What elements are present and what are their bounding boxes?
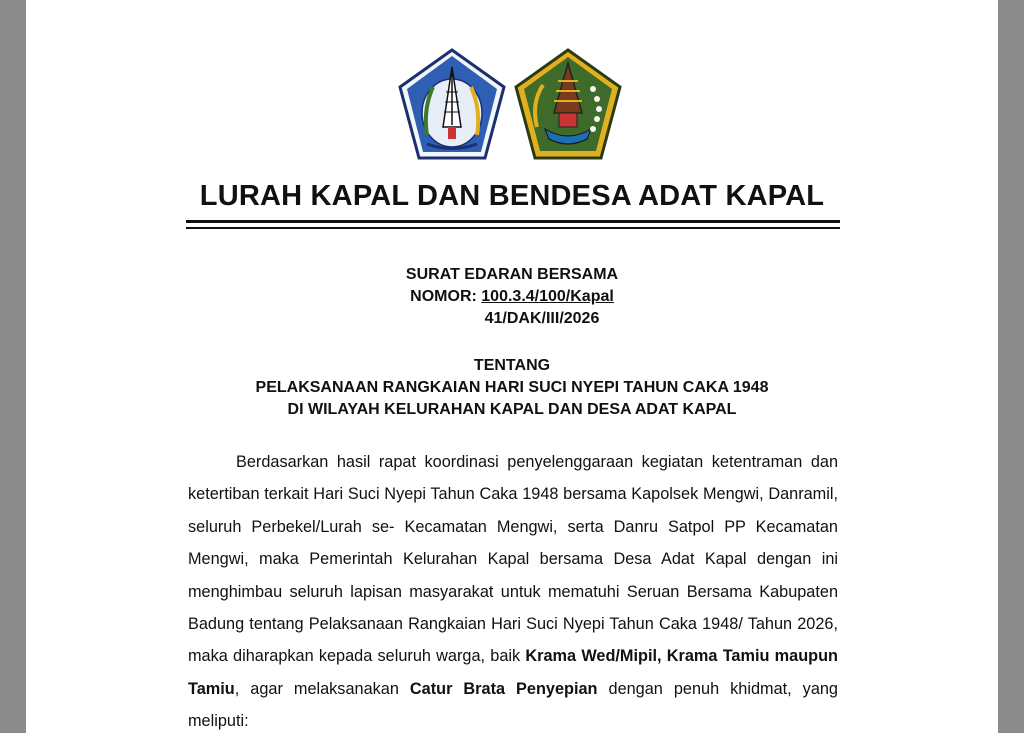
body-text-2: , agar melaksanakan (234, 679, 410, 698)
letter-type: SURAT EDARAN BERSAMA (405, 266, 619, 283)
body-paragraph (188, 446, 838, 733)
letter-number-label: NOMOR: (410, 288, 477, 305)
document-page (26, 0, 998, 733)
letter-number-1: 100.3.4/100/Kapal (481, 288, 614, 305)
body-text-1: Berdasarkan hasil rapat koordinasi penyelenggaraan kegiatan ketentraman dan ketertiban terkait Hari Suci Nyepi Tahun Caka 1948 bersama Kapolsek Mengwi, Danramil, seluruh Perbekel/Lurah se- Kecamatan Mengwi, serta Danru Satpol PP Kecamatan Mengwi, maka Pemerintah Kelurahan Kapal bersama Desa Adat Kapal dengan ini menghimbau seluruh lapisan masyarakat untuk mematuhi Seruan Bersama Kabupaten Badung tentang Pelaksanaan Rangkaian Hari Suci Nyepi Tahun Caka 1948/ Tahun 2026, maka diharapkan kepada seluruh warga, baik (188, 453, 838, 666)
body-bold-2: Catur Brata Penyepian (409, 679, 598, 698)
kabupaten-badung-emblem-icon (397, 47, 507, 161)
body-bold-1: Krama Wed/Mipil, Krama Tamiu maupun Tamiu (188, 647, 838, 698)
subject-line-2: DI WILAYAH KELURAHAN KAPAL DAN DESA ADAT KAPAL (287, 401, 737, 418)
letter-number-2: 41/DAK/III/2026 (484, 310, 600, 327)
subject-line-1: PELAKSANAAN RANGKAIAN HARI SUCI NYEPI TAHUN CAKA 1948 (255, 379, 769, 396)
logo-group (397, 47, 627, 163)
body-text-3: dengan penuh khidmat, yang meliputi: (188, 679, 838, 731)
page-title: LURAH KAPAL DAN BENDESA ADAT KAPAL (199, 180, 825, 212)
header-rule-thick (186, 220, 840, 223)
letter-number-line (26, 286, 998, 308)
subject-label: TENTANG (473, 357, 551, 374)
header-rule-thin (186, 227, 840, 229)
letter-number-block (26, 264, 998, 330)
subject-block (26, 355, 998, 421)
desa-adat-emblem-icon (513, 47, 623, 161)
